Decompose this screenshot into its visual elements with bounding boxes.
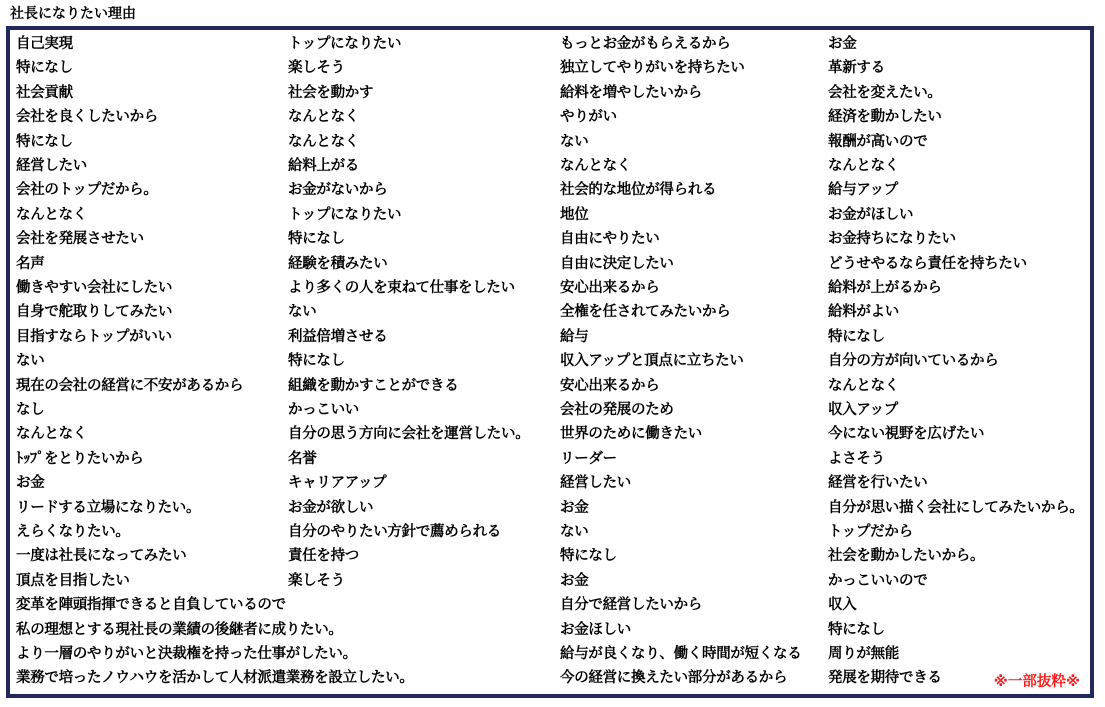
reason-cell: 特になし (16, 60, 73, 77)
reason-cell: お金がほしい (828, 206, 914, 223)
reason-cell: 会社を変えたい。 (828, 84, 942, 101)
reason-cell: ない (16, 353, 45, 370)
reason-cell: 変革を陣頭指揮できると自負しているので (16, 597, 286, 614)
reason-cell: どうせやるなら責任を持ちたい (828, 255, 1027, 272)
reason-cell: よさそう (828, 450, 885, 467)
reason-cell: 収入アップ (828, 402, 898, 418)
reason-cell: 今にない視野を広げたい (828, 426, 985, 443)
reason-cell: なんとなく (288, 109, 359, 126)
reason-cell: 経営したい (560, 475, 631, 492)
reason-cell: トップになりたい (288, 206, 402, 223)
reason-cell: 自分が思い描く会社にしてみたいから。 (828, 499, 1084, 516)
reason-cell: 特になし (288, 353, 345, 370)
reason-cell: 経験を積みたい (288, 255, 388, 272)
reason-cell: お金ほしい (560, 621, 631, 638)
reason-cell: お金持ちになりたい (828, 231, 956, 248)
reason-cell: 経営を行いたい (828, 475, 928, 492)
reason-cell: お金がないから (288, 182, 388, 199)
reason-cell: 今の経営に換えたい部分があるから (560, 670, 788, 687)
reason-cell: 利益倍増させる (288, 328, 388, 345)
reason-cell: 経営したい (16, 158, 87, 174)
reason-cell: お金 (560, 572, 589, 589)
reason-cell: 報酬が高いので (828, 133, 928, 150)
reason-cell: 給料上がる (288, 158, 359, 174)
reason-cell: トップになりたい (288, 36, 402, 52)
reason-cell: もっとお金がもらえるから (560, 36, 731, 52)
reason-cell: より多くの人を束ねて仕事をしたい (288, 280, 515, 296)
reason-cell: 目指すならトップがいい (16, 328, 172, 345)
reason-cell: なんとなく (16, 426, 87, 443)
reason-cell: 一度は社長になってみたい (16, 548, 187, 565)
reason-cell: より一層のやりがいと決裁権を持った仕事がしたい。 (16, 646, 357, 662)
reason-cell: 名誉 (288, 450, 317, 467)
reason-cell: 楽しそう (288, 572, 345, 589)
reason-cell: ない (288, 304, 317, 321)
reason-cell: 自由に決定したい (560, 255, 674, 272)
reason-cell: お金 (560, 499, 589, 516)
reason-cell: ない (560, 524, 589, 540)
reason-cell: 自分のやりたい方針で薦められる (288, 524, 501, 540)
reason-cell: 安心出来るから (560, 280, 660, 296)
reason-cell: 業務で培ったノウハウを活かして人材派遣業務を設立したい。 (16, 670, 414, 687)
reasons-table (6, 26, 1094, 698)
reason-cell: 会社を良くしたいから (16, 109, 158, 126)
reason-cell: 会社のトップだから。 (16, 182, 158, 199)
reason-cell: 責任を持つ (288, 548, 359, 565)
reason-cell: 給料を増やしたいから (560, 84, 702, 101)
reason-cell: ない (560, 133, 589, 150)
reason-cell: 周りが無能 (828, 646, 899, 662)
reason-cell: 地位 (560, 206, 589, 223)
reason-cell: 世界のために働きたい (560, 426, 702, 443)
reason-cell: 特になし (828, 328, 885, 345)
page-title: 社長になりたい理由 (10, 6, 136, 22)
reason-cell: 給与アップ (828, 182, 898, 199)
reason-cell: お金が欲しい (288, 499, 374, 516)
reason-cell: トップだから (828, 524, 913, 540)
reason-cell: 発展を期待できる (828, 670, 942, 687)
reason-cell: かっこいい (288, 402, 359, 418)
reason-cell: 自己実現 (16, 36, 73, 52)
reason-cell: なんとなく (828, 158, 899, 174)
reason-cell: 自分の方が向いているから (828, 353, 999, 370)
reason-cell: 名声 (16, 255, 45, 272)
reason-cell: 安心出来るから (560, 377, 660, 394)
reason-cell: 社会貢献 (16, 84, 73, 101)
reason-cell: 給料がよい (828, 304, 899, 321)
reason-cell: お金 (828, 36, 857, 52)
reason-cell: 特になし (16, 133, 73, 150)
excerpt-note: ※一部抜粋※ (993, 674, 1080, 690)
reason-cell: 社会を動かす (288, 84, 374, 101)
reason-cell: えらくなりたい。 (16, 524, 130, 540)
reason-cell: なんとなく (560, 158, 631, 174)
reason-cell: 働きやすい会社にしたい (16, 280, 173, 296)
reason-cell: ﾄｯﾌﾟをとりたいから (16, 450, 144, 467)
reason-cell: 社会を動かしたいから。 (828, 548, 985, 565)
reason-cell: 会社を発展させたい (16, 231, 144, 248)
reason-cell: 自身で舵取りしてみたい (16, 304, 173, 321)
reason-cell: 組織を動かすことができる (288, 377, 459, 394)
reason-cell: 特になし (288, 231, 345, 248)
reason-cell: 自分の思う方向に会社を運営したい。 (288, 426, 530, 443)
reason-cell: なんとなく (16, 206, 87, 223)
reason-cell: 収入アップと頂点に立ちたい (560, 353, 744, 370)
reason-cell: なし (16, 402, 45, 418)
reason-cell: なんとなく (288, 133, 359, 150)
reason-cell: キャリアアップ (288, 475, 387, 492)
reason-cell: 経済を動かしたい (828, 109, 942, 126)
reason-cell: 私の理想とする現社長の業績の後継者に成りたい。 (16, 621, 343, 638)
reason-cell: 社会的な地位が得られる (560, 182, 717, 199)
reason-cell: リーダー (560, 450, 617, 467)
reason-cell: かっこいいので (828, 572, 928, 589)
reason-cell: 全権を任されてみたいから (560, 304, 731, 321)
reason-cell: 会社の発展のため (560, 402, 674, 418)
reason-cell: 自由にやりたい (560, 231, 660, 248)
reason-cell: 頂点を目指したい (16, 572, 130, 589)
reason-cell: 給与が良くなり、働く時間が短くなる (560, 646, 802, 662)
reason-cell: 給与 (560, 328, 589, 345)
reason-cell: 給料が上がるから (828, 280, 942, 296)
reason-cell: 自分で経営したいから (560, 597, 702, 614)
reason-cell: リードする立場になりたい。 (16, 499, 201, 516)
reason-cell: 特になし (560, 548, 617, 565)
reason-cell: 革新する (828, 60, 885, 77)
reason-cell: やりがい (560, 109, 617, 126)
reason-cell: 現在の会社の経営に不安があるから (16, 377, 244, 394)
reason-cell: 楽しそう (288, 60, 345, 77)
reason-cell: 独立してやりがいを持ちたい (560, 60, 745, 77)
reason-cell: 特になし (828, 621, 885, 638)
reason-cell: お金 (16, 475, 45, 492)
reason-cell: なんとなく (828, 377, 899, 394)
reason-cell: 収入 (828, 597, 857, 614)
